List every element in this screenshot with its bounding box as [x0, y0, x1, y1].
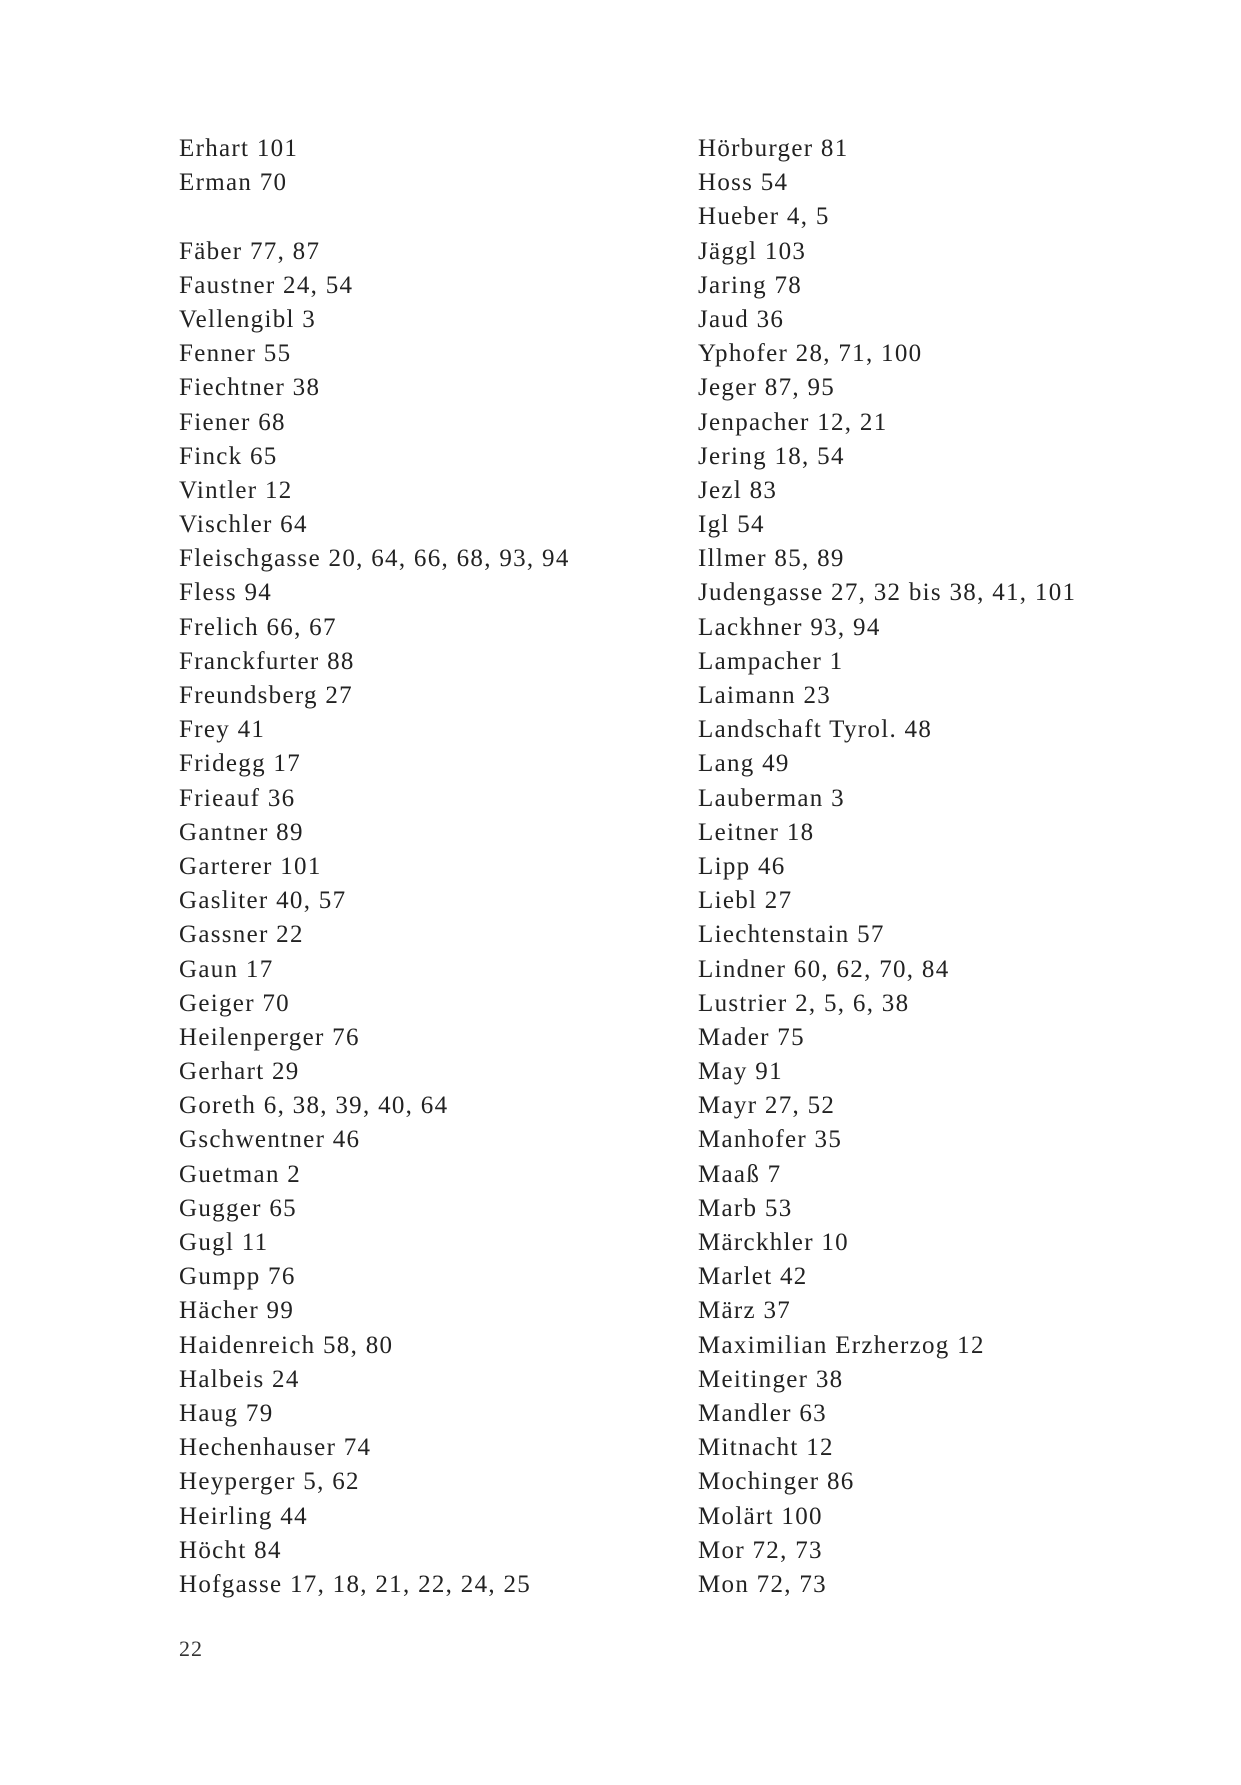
index-entry: Fiener 68: [179, 408, 286, 436]
index-entry: Illmer 85, 89: [698, 545, 845, 573]
index-entry: Jäggl 103: [698, 237, 807, 265]
index-entry: Heilenperger 76: [179, 1023, 360, 1051]
index-entry: Finck 65: [179, 442, 278, 470]
index-entry: Höcht 84: [179, 1536, 282, 1564]
index-entry: Leitner 18: [698, 818, 815, 846]
index-entry: Franckfurter 88: [179, 647, 355, 675]
index-entry: Mandler 63: [698, 1399, 827, 1427]
index-column-left: [179, 132, 649, 1602]
index-entry: Lampacher 1: [698, 647, 844, 675]
index-entry: Hueber 4, 5: [698, 203, 830, 231]
index-entry: Freundsberg 27: [179, 682, 353, 709]
index-entry: Yphofer 28, 71, 100: [698, 340, 923, 368]
index-entry: Judengasse 27, 32 bis 38, 41, 101: [698, 579, 1077, 607]
index-entry: Maximilian Erzherzog 12: [698, 1331, 985, 1359]
index-entry: Guetman 2: [179, 1160, 302, 1188]
index-entry: Gugger 65: [179, 1194, 297, 1222]
index-entry: Igl 54: [698, 511, 765, 539]
index-entry: Jaud 36: [698, 305, 785, 333]
index-entry: Molärt 100: [698, 1502, 823, 1530]
index-entry: Mon 72, 73: [698, 1570, 827, 1598]
index-entry: Fäber 77, 87: [179, 237, 321, 265]
index-entry: Jaring 78: [698, 271, 803, 299]
index-entry: Manhofer 35: [698, 1126, 843, 1154]
index-entry: Gerhart 29: [179, 1058, 300, 1086]
index-column-right: [698, 132, 1198, 1602]
index-entry: Jeger 87, 95: [698, 374, 836, 402]
index-entry: Lindner 60, 62, 70, 84: [698, 955, 950, 983]
index-entry: Halbeis 24: [179, 1365, 300, 1393]
index-entry: May 91: [698, 1058, 783, 1086]
index-entry: Landschaft Tyrol. 48: [698, 716, 933, 744]
index-entry: Vischler 64: [179, 511, 308, 539]
index-entry: Lustrier 2, 5, 6, 38: [698, 989, 910, 1017]
index-entry: Fiechtner 38: [179, 374, 321, 402]
index-entry: Gasliter 40, 57: [179, 887, 347, 915]
index-entry: Mitnacht 12: [698, 1434, 834, 1462]
index-entry: Mochinger 86: [698, 1468, 855, 1496]
index-entry: Jering 18, 54: [698, 442, 845, 470]
index-entry: Haug 79: [179, 1399, 274, 1427]
index-entry: März 37: [698, 1297, 792, 1325]
index-entry: Lauberman 3: [698, 784, 845, 812]
index-entry: Liebl 27: [698, 887, 793, 915]
index-entry: Jenpacher 12, 21: [698, 408, 888, 436]
index-entry: Mor 72, 73: [698, 1536, 823, 1564]
index-entry: Lackhner 93, 94: [698, 613, 881, 641]
index-entry: Marlet 42: [698, 1263, 808, 1291]
index-entry: Geiger 70: [179, 989, 290, 1017]
index-entry: Gugl 11: [179, 1229, 269, 1256]
index-entry: Mader 75: [698, 1023, 805, 1051]
index-entry: Hechenhauser 74: [179, 1434, 372, 1462]
index-entry: Gaun 17: [179, 955, 274, 983]
index-entry: Meitinger 38: [698, 1365, 844, 1393]
index-entry: Fless 94: [179, 579, 273, 607]
index-entry: Lipp 46: [698, 852, 786, 880]
index-entry: Laimann 23: [698, 682, 832, 709]
index-entry: Erhart 101: [179, 135, 299, 162]
index-entry: Fleischgasse 20, 64, 66, 68, 93, 94: [179, 545, 570, 573]
index-entry: Heyperger 5, 62: [179, 1468, 360, 1496]
index-entry: Vellengibl 3: [179, 305, 317, 333]
index-entry: Fenner 55: [179, 340, 292, 368]
index-entry: Erman 70: [179, 169, 288, 197]
index-entry: Jezl 83: [698, 476, 778, 504]
index-spacer: [179, 200, 649, 234]
index-entry: Lang 49: [698, 750, 790, 778]
index-entry: Gassner 22: [179, 921, 304, 949]
index-entry: Hoss 54: [698, 169, 789, 197]
index-entry: Frieauf 36: [179, 784, 296, 812]
index-entry: Faustner 24, 54: [179, 271, 354, 299]
index-entry: Gschwentner 46: [179, 1126, 361, 1154]
index-entry: Frelich 66, 67: [179, 613, 337, 641]
index-entry: Hächer 99: [179, 1297, 295, 1325]
index-entry: Märckhler 10: [698, 1229, 849, 1256]
page-number: 22: [179, 1636, 203, 1661]
index-entry: Gumpp 76: [179, 1263, 296, 1291]
index-entry: Heirling 44: [179, 1502, 308, 1530]
index-entry: Garterer 101: [179, 852, 322, 880]
index-entry: Mayr 27, 52: [698, 1092, 836, 1120]
index-entry: Liechtenstain 57: [698, 921, 885, 949]
index-entry: Maaß 7: [698, 1160, 782, 1188]
index-entry: Hörburger 81: [698, 135, 849, 162]
index-entry: Goreth 6, 38, 39, 40, 64: [179, 1092, 449, 1120]
index-entry: Vintler 12: [179, 476, 293, 504]
index-entry: Haidenreich 58, 80: [179, 1331, 394, 1359]
index-entry: Frey 41: [179, 716, 266, 744]
index-entry: Marb 53: [698, 1194, 793, 1222]
index-entry: Gantner 89: [179, 818, 304, 846]
index-entry: Hofgasse 17, 18, 21, 22, 24, 25: [179, 1570, 532, 1598]
index-entry: Fridegg 17: [179, 750, 302, 778]
